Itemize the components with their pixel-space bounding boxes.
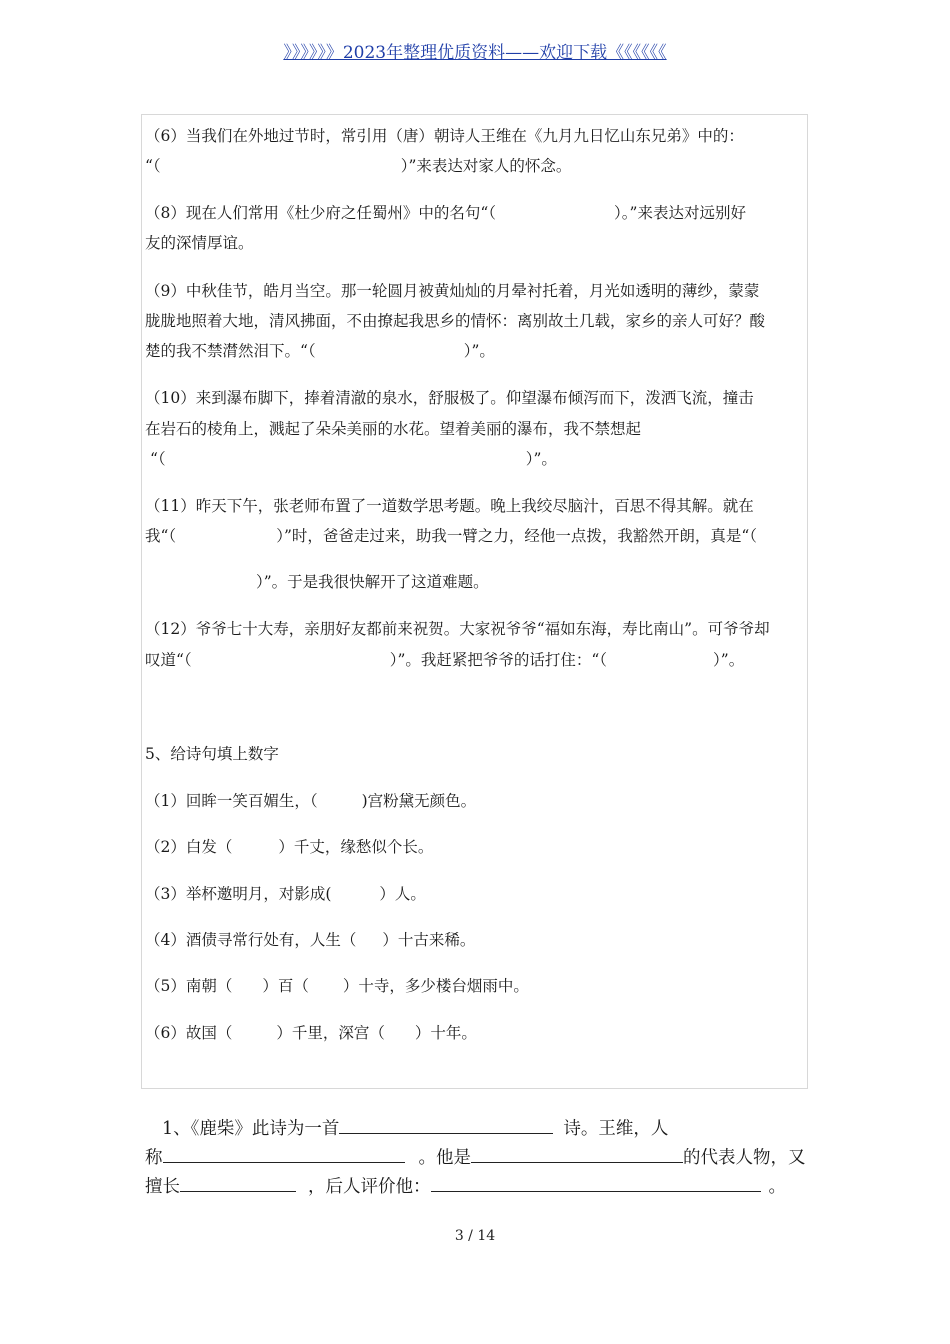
q10-line-1: （10）来到瀑布脚下，捧着清澈的泉水，舒服极了。仰望瀑布倾泻而下，泼洒飞流，撞击 [145, 389, 754, 407]
q12-line-2 [145, 650, 744, 670]
q6-line-2 [145, 156, 571, 176]
poem-item-6: （6）故国（ ）千里，深宫（ ）十年。 [145, 1024, 477, 1042]
poem-item-3: （3）举杯邀明月，对影成( ）人。 [145, 885, 426, 903]
question1-line-1: 1、《鹿柴》此诗为一首 诗。王维，人 [162, 1113, 668, 1141]
q9-tail: ）”。 [463, 342, 495, 360]
q12-line-1: （12）爷爷七十大寿，亲朋好友都前来祝贺。大家祝爷爷“福如东海，寿比南山”。可爷爷却 [145, 620, 770, 638]
open-quote: “（ [145, 157, 161, 175]
poem-item-4: （4）酒债寻常行处有，人生（ ）十古来稀。 [145, 931, 476, 949]
q8-tail: ）。”来表达对远别好 [614, 204, 746, 222]
page-header-banner: 》》》》》》2023年整理优质资料——欢迎下载《《《《《《 [283, 43, 667, 63]
fill-underline[interactable] [471, 1142, 683, 1163]
q11-line-3: ）”。于是我很快解开了这道难题。 [256, 573, 489, 591]
q9-line-3 [145, 341, 495, 361]
q8-line-1 [145, 203, 746, 223]
q6-line-1: （6）当我们在外地过节时，常引用（唐）朝诗人王维在《九月九日忆山东兄弟》中的： [145, 127, 744, 145]
q8-head: （8）现在人们常用《杜少府之任蜀州》中的名句“（ [145, 204, 497, 222]
q11-line-2 [145, 526, 757, 546]
q11-head: 我“（ [145, 527, 177, 545]
q12-head: 叹道“（ [145, 651, 192, 669]
fill-underline[interactable] [180, 1171, 296, 1192]
q9-line-2: 胧胧地照着大地，清风拂面，不由撩起我思乡的情怀：离别故土几载，家乡的亲人可好？酸 [145, 312, 766, 330]
q11-mid: ）”时，爸爸走过来，助我一臂之力，经他一点拨，我豁然开朗，真是“（ [276, 527, 758, 545]
q10-line-3 [150, 449, 557, 469]
q9-head: 楚的我不禁潸然泪下。“（ [145, 342, 316, 360]
poem-item-5: （5）南朝（ ）百（ ）十寺，多少楼台烟雨中。 [145, 977, 529, 995]
page-number: 3 / 14 [454, 1228, 496, 1244]
fill-underline[interactable] [163, 1142, 405, 1163]
question1-line-3: 擅长 ，后人评价他： 。 [145, 1171, 786, 1199]
q10-tail: ）”。 [525, 450, 557, 468]
q11-line-1: （11）昨天下午，张老师布置了一道数学思考题。晚上我绞尽脑汁，百思不得其解。就在 [145, 497, 754, 515]
q12-tail: ）”。 [713, 651, 745, 669]
poem-item-1: （1）回眸一笑百媚生，（ )宫粉黛无颜色。 [145, 792, 477, 810]
q10-line-2: 在岩石的棱角上，溅起了朵朵美丽的水花。望着美丽的瀑布，我不禁想起 [145, 420, 642, 438]
q9-line-1: （9）中秋佳节，皓月当空。那一轮圆月被黄灿灿的月晕衬托着，月光如透明的薄纱，蒙蒙 [145, 282, 760, 300]
fill-underline[interactable] [339, 1113, 553, 1134]
q12-mid: ）”。我赶紧把爷爷的话打住：“（ [389, 651, 608, 669]
section5-title: 5、给诗句填上数字 [145, 745, 279, 763]
poem-item-2: （2）白发（ ）千丈，缘愁似个长。 [145, 838, 434, 856]
fill-underline[interactable] [431, 1171, 761, 1192]
q6-tail: ）”来表达对家人的怀念。 [400, 157, 572, 175]
question1-line-2: 称 。他是 的代表人物，又 [145, 1142, 806, 1170]
q8-line-2: 友的深情厚谊。 [145, 234, 254, 252]
open-quote: “（ [150, 450, 166, 468]
